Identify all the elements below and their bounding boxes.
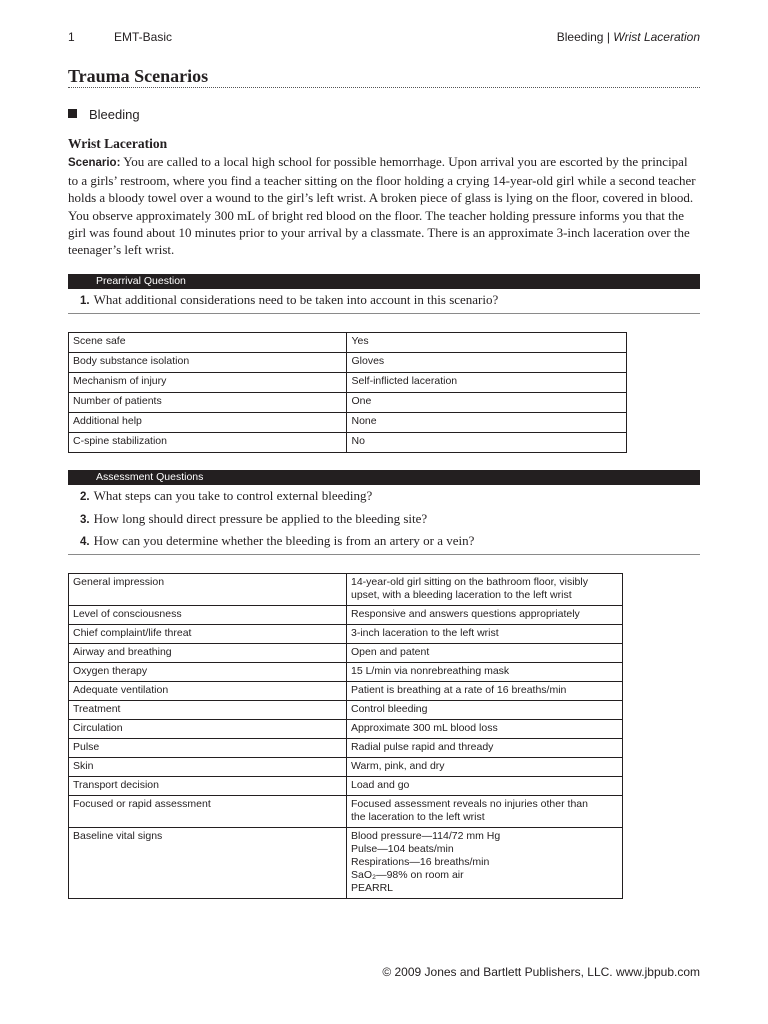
row-value [347, 758, 623, 777]
scenario-label: Scenario: [68, 157, 121, 169]
row-value-line: 3-inch laceration to the left wrist [351, 627, 499, 639]
row-label: Transport decision [69, 777, 347, 796]
row-value-line: the laceration to the left wrist [351, 811, 485, 823]
assessment-heading-bar [68, 470, 700, 485]
header-topic [557, 30, 700, 44]
question-text: What steps can you take to control external bleeding? [93, 488, 373, 503]
question-item [68, 486, 700, 509]
table-row [69, 758, 623, 777]
row-value [347, 828, 623, 899]
prearrival-questions [68, 290, 700, 314]
row-value [347, 625, 623, 644]
row-label: Baseline vital signs [69, 828, 347, 899]
row-label: C-spine stabilization [69, 433, 347, 453]
copyright-footer: © 2009 Jones and Bartlett Publishers, LLC. www.jbpub.com [382, 965, 700, 979]
header-section: Bleeding [556, 30, 604, 44]
row-label: Scene safe [69, 333, 347, 353]
row-label: Circulation [69, 720, 347, 739]
row-value [347, 574, 623, 606]
row-value [347, 663, 623, 682]
row-label: Skin [69, 758, 347, 777]
row-value: Self-inflicted laceration [347, 373, 627, 393]
row-value-line: Open and patent [351, 646, 430, 658]
row-label: General impression [69, 574, 347, 606]
assessment-heading: Assessment Questions [96, 471, 204, 483]
row-value-line: Pulse—104 beats/min [351, 843, 454, 855]
table-row [69, 796, 623, 828]
section-heading-label: Bleeding [89, 107, 140, 122]
table-row [69, 701, 623, 720]
prearrival-heading-bar [68, 274, 700, 289]
row-value [347, 796, 623, 828]
row-value-line: PEARRL [351, 882, 394, 894]
row-label: Airway and breathing [69, 644, 347, 663]
assessment-questions [68, 486, 700, 555]
question-item [68, 531, 700, 554]
table-row [69, 373, 627, 393]
row-value-line: Responsive and answers questions appropriately [351, 608, 580, 620]
table-row [69, 393, 627, 413]
row-label: Pulse [69, 739, 347, 758]
row-value [347, 701, 623, 720]
row-value [347, 739, 623, 758]
row-value-line: SaO₂—98% on room air [351, 869, 464, 881]
row-label: Treatment [69, 701, 347, 720]
row-value [347, 777, 623, 796]
row-value-line: 14-year-old girl sitting on the bathroom floor, visibly [351, 576, 588, 588]
row-label: Mechanism of injury [69, 373, 347, 393]
row-value [347, 720, 623, 739]
book-title: EMT-Basic [114, 30, 173, 44]
question-text: How long should direct pressure be applied to the bleeding site? [93, 510, 428, 526]
row-value: Gloves [347, 353, 627, 373]
table-row [69, 625, 623, 644]
title-divider [68, 87, 700, 88]
scenario-text: You are called to a local high school for possible hemorrhage. Upon arrival you are escorted by the principal to a girls’ restroom, where you find a teacher sitting on the floor holding a crying 14-year-old girl while a second teacher holds a bloody towel over a wound to the girl’s left wrist. A broken piece of glass is lying on the floor, covered in blood. You observe approximately 300 mL of bright red blood on the floor. The teacher holding pressure informs you that the girl was found about 10 minutes prior to your arrival by a classmate. There is an approximate 3-inch laceration over the teenager’s left wrist. [68, 154, 696, 258]
row-value-line: Approximate 300 mL blood loss [351, 722, 498, 734]
table-row [69, 720, 623, 739]
row-value: None [347, 413, 627, 433]
row-label: Body substance isolation [69, 353, 347, 373]
row-value-line: Blood pressure—114/72 mm Hg [351, 830, 501, 842]
row-label: Chief complaint/life threat [69, 625, 347, 644]
row-value: No [347, 433, 627, 453]
row-label: Number of patients [69, 393, 347, 413]
row-value [347, 682, 623, 701]
question-number: 2. [80, 491, 90, 503]
row-value: One [347, 393, 627, 413]
scenario-paragraph [68, 153, 700, 258]
table-row [69, 663, 623, 682]
table-row [69, 333, 627, 353]
page-title: Trauma Scenarios [68, 66, 209, 86]
row-label: Oxygen therapy [69, 663, 347, 682]
table-row [69, 413, 627, 433]
question-item [68, 290, 700, 313]
row-label: Focused or rapid assessment [69, 796, 347, 828]
table-row [69, 644, 623, 663]
row-value-line: Respirations—16 breaths/min [351, 856, 490, 868]
row-value-line: 15 L/min via nonrebreathing mask [351, 665, 510, 677]
header-separator: | [606, 30, 610, 44]
row-value-line: Warm, pink, and dry [351, 760, 445, 772]
row-value-line: Patient is breathing at a rate of 16 breaths/min [351, 684, 567, 696]
table-row [69, 739, 623, 758]
table-row [69, 606, 623, 625]
table-row [69, 682, 623, 701]
question-text: What additional considerations need to be taken into account in this scenario? [93, 292, 499, 307]
question-number: 4. [80, 536, 90, 548]
row-value: Yes [347, 333, 627, 353]
table-row [69, 353, 627, 373]
section-heading [68, 107, 140, 122]
question-number: 3. [80, 513, 90, 526]
prearrival-heading: Prearrival Question [96, 275, 186, 287]
scenario-title: Wrist Laceration [68, 136, 168, 151]
row-value-line: Control bleeding [351, 703, 428, 715]
row-value-line: Load and go [351, 779, 410, 791]
row-value [347, 606, 623, 625]
page-number: 1 [68, 30, 75, 44]
table-row [69, 574, 623, 606]
running-header [68, 30, 700, 46]
question-item [68, 509, 700, 532]
row-value [347, 644, 623, 663]
row-label: Adequate ventilation [69, 682, 347, 701]
row-value-line: upset, with a bleeding laceration to the left wrist [351, 589, 572, 601]
row-label: Additional help [69, 413, 347, 433]
row-label: Level of consciousness [69, 606, 347, 625]
table-row [69, 433, 627, 453]
row-value-line: Focused assessment reveals no injuries other than [351, 798, 588, 810]
table-row [69, 828, 623, 899]
scene-assessment-table [68, 332, 627, 453]
question-number: 1. [80, 295, 90, 307]
table-row [69, 777, 623, 796]
patient-assessment-table [68, 573, 623, 899]
question-text: How can you determine whether the bleeding is from an artery or a vein? [93, 533, 475, 548]
header-topic-italic: Wrist Laceration [613, 30, 700, 44]
row-value-line: Radial pulse rapid and thready [351, 741, 494, 753]
square-bullet-icon [68, 109, 77, 118]
